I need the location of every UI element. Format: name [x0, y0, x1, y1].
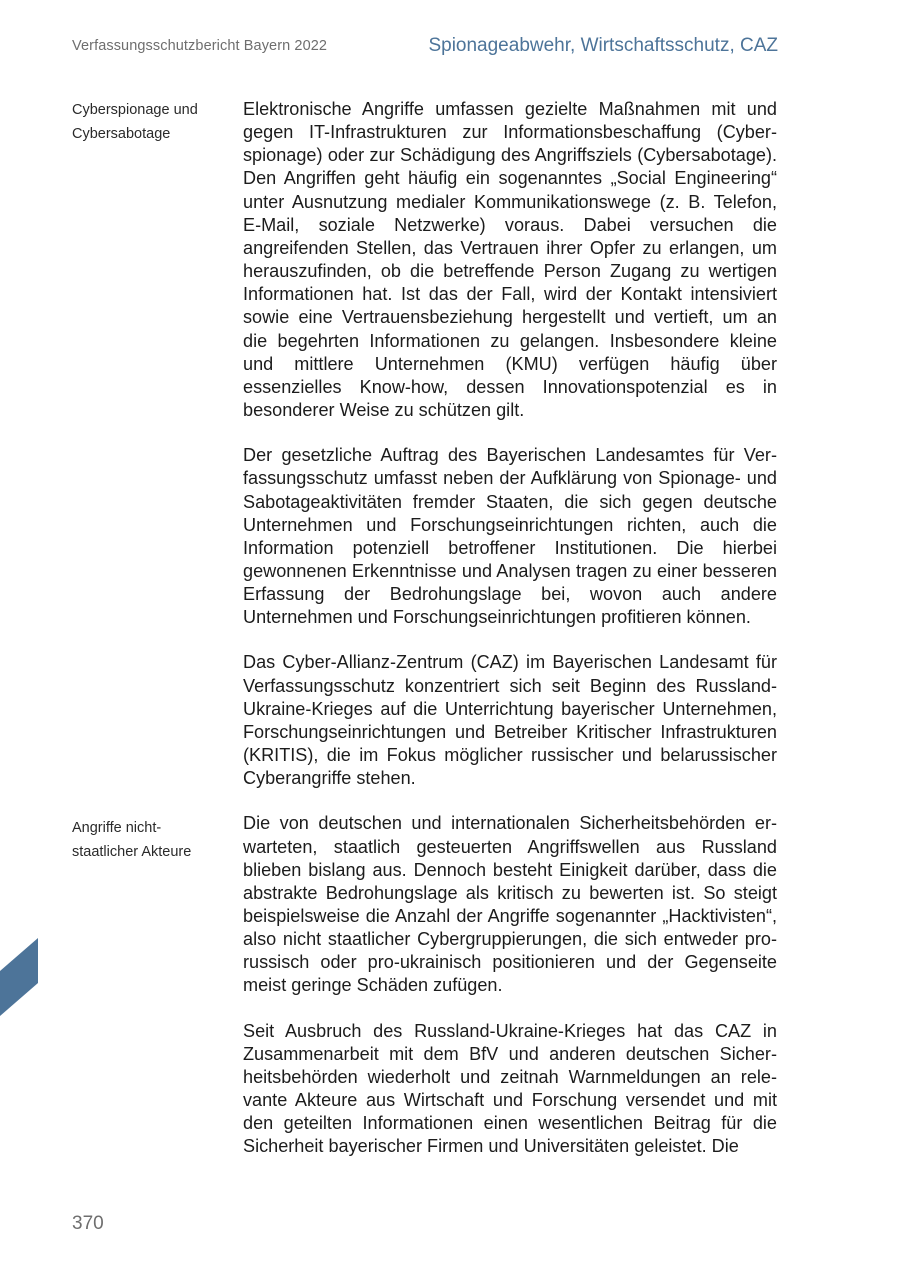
paragraph-5: Seit Ausbruch des Russland-Ukraine-Krieges hat das CAZ in Zusammenarbeit mit dem BfV und anderen deutschen Sicherheitsbehörden wiederholt und zeitnah Warnmeldungen an relevante Akteure aus Wirtschaft und Forschung versendet und mit den geteilten Informationen einen wesentlichen Beitrag für die Sicherheit bayerischer Firmen und Universitäten geleistet. Die	[243, 1020, 777, 1157]
paragraph-1: Elektronische Angriffe umfassen gezielte Maßnahmen mit und gegen IT-Infrastrukturen zur Informationsbeschaffung (Cyberspionage) oder zur Schädigung des Angriffsziels (Cybersabotage). Den Angriffen geht häufig ein sogenanntes „Social Engineering“ unter Ausnutzung medialer Kommunikationswege (z. B. Telefon, E-Mail, soziale Netzwerke) voraus. Dabei versuchen die angreifenden Stellen, das Vertrauen ihrer Opfer zu erlangen, um herauszufinden, ob die betreffende Person Zugang zu wertigen Informationen hat. Ist das der Fall, wird der Kontakt intensiviert sowie eine Vertrauensbeziehung hergestellt und vertieft, um an die begehrten Informationen zu gelangen. Insbesondere kleine und mittlere Unternehmen (KMU) verfügen häufig über essenzielles Know-how, dessen Innovationspotenzial es in besonderer Weise zu schützen gilt.	[243, 99, 777, 421]
margin-label-angriffe: Angriffe nichtstaatlicher Akteure	[72, 820, 192, 860]
page-corner-tab-shape	[0, 938, 38, 1016]
margin-label-cyberspionage: Cyberspionage und Cybersabotage	[72, 102, 198, 142]
paragraph-3: Das Cyber-Allianz-Zentrum (CAZ) im Bayerischen Landesamt für Verfassungsschutz konzentriert sich seit Beginn des Russland-Ukraine-Krieges auf die Unterrichtung bayerischer Unternehmen, Forschungseinrichtungen und Betreiber Kritischer Infrastrukturen (KRITIS), die im Fokus möglicher russischer und belarussischer Cyberangriffe stehen.	[243, 652, 777, 789]
running-header-section: Spionageabwehr, Wirtschaftsschutz, CAZ	[428, 35, 778, 56]
page-number: 370	[72, 1213, 104, 1234]
paragraph-4: Die von deutschen und internationalen Sicherheitsbehörden erwarteten, staatlich gesteuerten Angriffswellen aus Russland blieben bislang aus. Dennoch besteht Einigkeit darüber, dass die abstrakte Bedrohungslage als kritisch zu bewerten ist. So steigt beispielsweise die Anzahl der Angriffe sogenannter „Hacktivisten“, also nicht staatlicher Cybergruppierungen, die sich entweder pro-russisch oder pro-ukrainisch positionieren und der Gegenseite meist geringe Schäden zufügen.	[243, 813, 777, 996]
running-header-title: Verfassungsschutzbericht Bayern 2022	[72, 38, 328, 54]
body-text	[243, 98, 777, 1159]
paragraph-2: Der gesetzliche Auftrag des Bayerischen Landesamtes für Verfassungsschutz umfasst neben der Aufklärung von Spionage- und Sabotageaktivitäten fremder Staaten, die sich gegen deutsche Unternehmen und Forschungseinrichtungen richten, auch die Information potenziell betroffener Institutionen. Die hierbei gewonnenen Erkenntnisse und Analysen tragen zu einer besseren Erfassung der Bedrohungslage bei, wovon auch andere Unternehmen und Forschungseinrichtungen profitieren können.	[243, 445, 777, 628]
